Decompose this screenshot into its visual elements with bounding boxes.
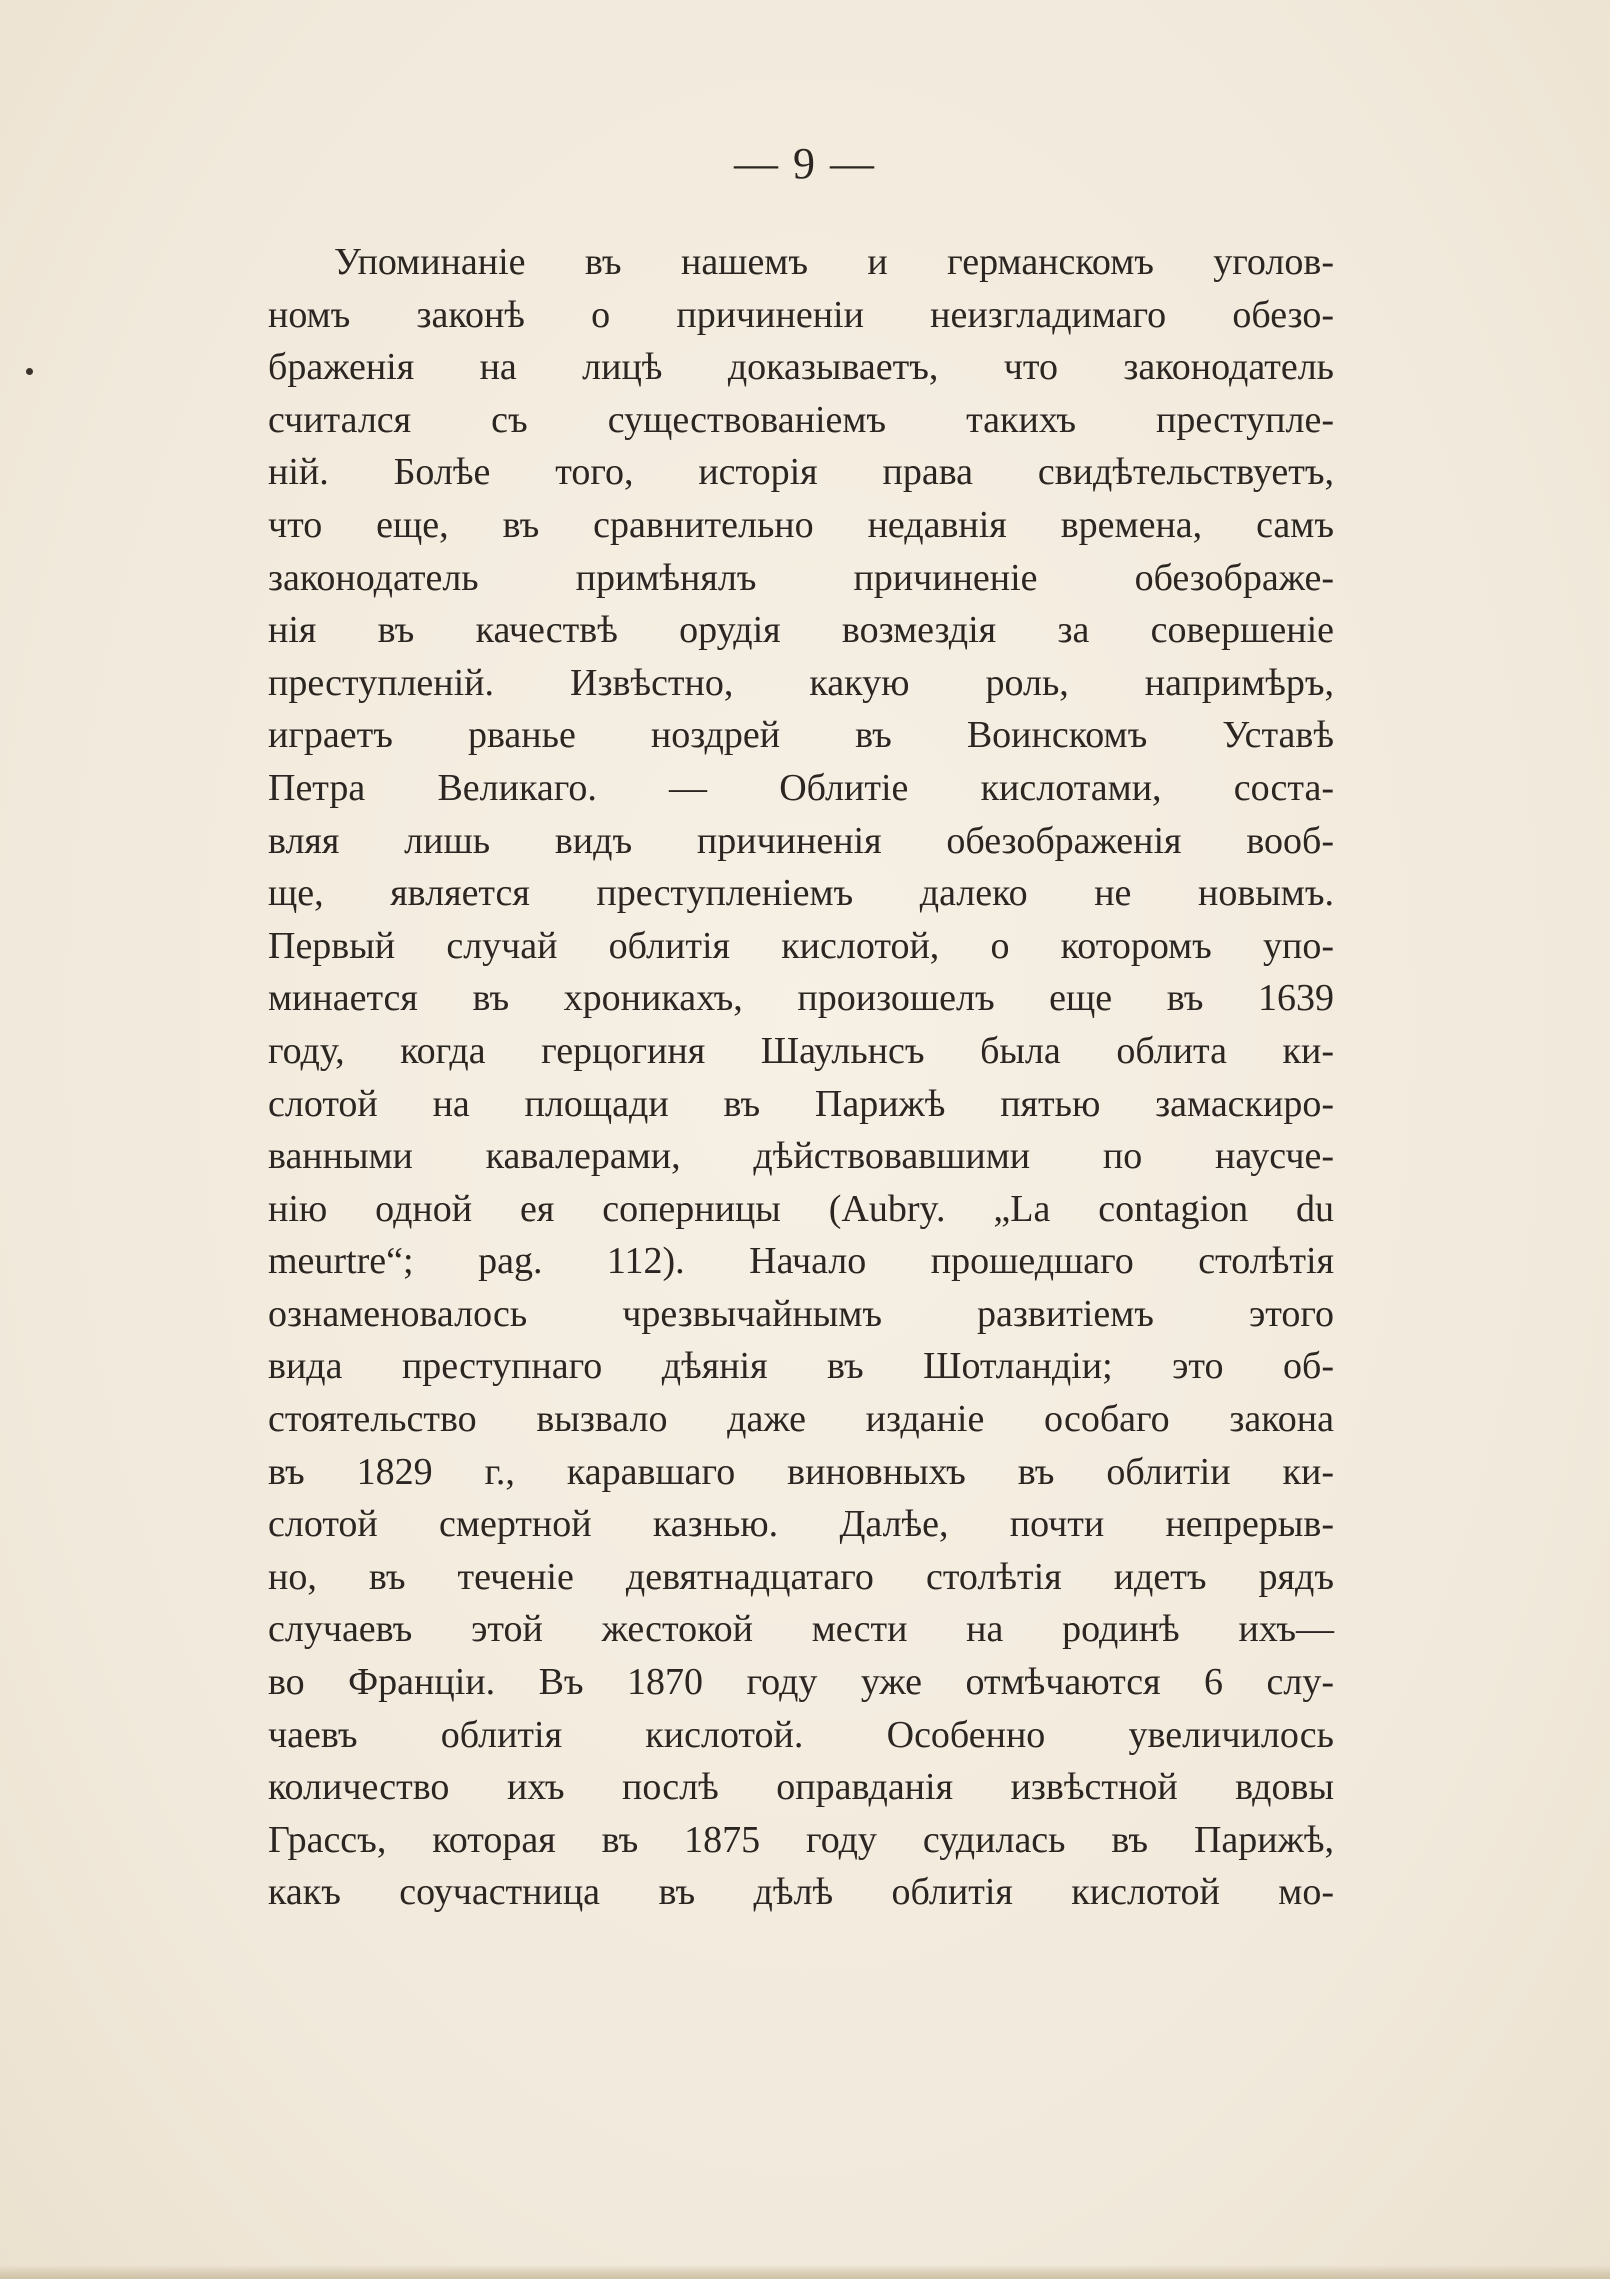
body-text	[268, 236, 1334, 1919]
text-line: преступленій. Извѣстно, какую роль, напримѣръ,	[268, 661, 1334, 704]
text-line: стоятельство вызвало даже изданіе особаго закона	[268, 1398, 1334, 1441]
text-line: нія въ качествѣ орудія возмездія за совершеніе	[268, 609, 1334, 652]
text-line: въ 1829 г., каравшаго виновныхъ въ облитіи ки-	[268, 1450, 1334, 1493]
text-line: но, въ теченіе девятнадцатаго столѣтія идетъ рядъ	[268, 1555, 1334, 1598]
text-line: чаевъ облитія кислотой. Особенно увеличилось	[268, 1713, 1334, 1756]
text-line: какъ соучастница въ дѣлѣ облитія кислотой мо-	[268, 1871, 1334, 1914]
page-bottom-edge	[0, 2265, 1610, 2279]
text-line: количество ихъ послѣ оправданія извѣстной вдовы	[268, 1766, 1334, 1809]
text-line: году, когда герцогиня Шаульнсъ была облита ки-	[268, 1029, 1334, 1072]
text-line: случаевъ этой жестокой мести на родинѣ ихъ—	[268, 1608, 1334, 1651]
text-line: вида преступнаго дѣянія въ Шотландіи; это об-	[268, 1345, 1334, 1388]
text-line: Грассъ, которая въ 1875 году судилась въ Парижѣ,	[268, 1818, 1334, 1861]
text-line: meurtre“; pag. 112). Начало прошедшаго столѣтія	[268, 1240, 1334, 1283]
text-line: ознаменовалось чрезвычайнымъ развитіемъ этого	[268, 1292, 1334, 1335]
text-line: ванными кавалерами, дѣйствовавшими по наусче-	[268, 1135, 1334, 1178]
margin-dot	[26, 368, 33, 375]
page-number: — 9 —	[734, 139, 876, 188]
text-line: считался съ существованіемъ такихъ преступле-	[268, 398, 1334, 441]
text-line: слотой смертной казнью. Далѣе, почти непрерыв-	[268, 1503, 1334, 1546]
text-line: ній. Болѣе того, исторія права свидѣтельствуетъ,	[268, 451, 1334, 494]
text-line: Петра Великаго. — Облитіе кислотами, соста-	[268, 766, 1334, 809]
text-line: номъ законѣ о причиненіи неизгладимаго обезо-	[268, 293, 1334, 336]
text-line: ще, является преступленіемъ далеко не новымъ.	[268, 872, 1334, 915]
text-line: законодатель примѣнялъ причиненіе обезображе-	[268, 556, 1334, 599]
text-line: что еще, въ сравнительно недавнія времена, самъ	[268, 503, 1334, 546]
text-line: минается въ хроникахъ, произошелъ еще въ 1639	[268, 977, 1334, 1020]
text-line: вляя лишь видъ причиненія обезображенія вооб-	[268, 819, 1334, 862]
text-line: нію одной ея соперницы (Aubry. „La contagion du	[268, 1187, 1334, 1230]
text-line: слотой на площади въ Парижѣ пятью замаскиро-	[268, 1082, 1334, 1125]
text-line: играетъ рванье ноздрей въ Воинскомъ Уставѣ	[268, 714, 1334, 757]
text-line: во Франціи. Въ 1870 году уже отмѣчаются 6 слу-	[268, 1661, 1334, 1704]
text-line: браженія на лицѣ доказываетъ, что законодатель	[268, 346, 1334, 389]
text-line: Первый случай облитія кислотой, о которомъ упо-	[268, 924, 1334, 967]
text-line: Упоминаніе въ нашемъ и германскомъ уголов-	[334, 241, 1334, 283]
